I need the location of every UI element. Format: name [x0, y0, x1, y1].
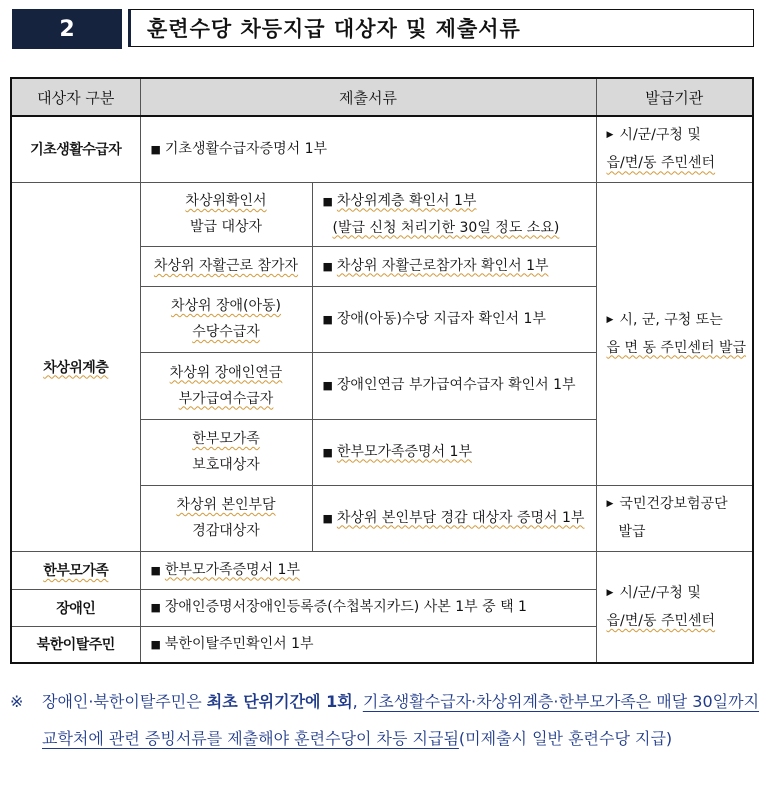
- column-header: 발급기관: [596, 78, 753, 116]
- subcategory-cell: 차상위 장애인연금 부가급여수급자: [140, 352, 312, 419]
- category-cell: 기초생활수급자: [11, 116, 140, 182]
- subcategory-cell: 한부모가족 보호대상자: [140, 419, 312, 485]
- section-header: [10, 8, 756, 50]
- document-cell: ■ 북한이탈주민확인서 1부: [140, 626, 596, 663]
- issuer-cell: ▶ 시/군/구청 및 읍/면/동 주민센터: [596, 116, 753, 182]
- subcategory-cell: 차상위 자활근로 참가자: [140, 246, 312, 286]
- subcategory-cell: 차상위 장애(아동) 수당수급자: [140, 286, 312, 352]
- triangle-bullet-icon: ▶: [606, 587, 614, 598]
- document-cell: ■ 장애(아동)수당 지급자 확인서 1부: [312, 286, 596, 352]
- column-header: 제출서류: [140, 78, 596, 116]
- category-cell: 차상위계층: [11, 182, 140, 551]
- document-cell: ■ 장애인증명서장애인등록증(수첩복지카드) 사본 1부 중 택 1: [140, 589, 596, 626]
- bullet-square-icon: ■: [150, 563, 161, 577]
- document-cell: ■ 차상위계층 확인서 1부 (발급 신청 처리기한 30일 정도 소요): [312, 182, 596, 246]
- note-emphasis: 최초 단위기간에 1회: [206, 692, 353, 711]
- section-number: 2: [12, 9, 122, 49]
- subcategory-cell: 차상위 본인부담 경감대상자: [140, 485, 312, 551]
- issuer-cell: ▶ 시/군/구청 및 읍/면/동 주민센터: [596, 551, 753, 663]
- bullet-square-icon: ■: [322, 259, 333, 273]
- documents-table: [10, 77, 754, 664]
- category-cell: 장애인: [11, 589, 140, 626]
- document-cell: ■ 차상위 자활근로참가자 확인서 1부: [312, 246, 596, 286]
- document-cell: ■ 차상위 본인부담 경감 대상자 증명서 1부: [312, 485, 596, 551]
- note-underlined: 기초생활수급자·차상위계층·한부모가족은 매달 30일까지 교학처에 관련 증빙서류를 제출해야 훈련수당이 차등 지급됨: [42, 692, 760, 748]
- issuer-cell: ▶ 시, 군, 구청 또는 읍 면 동 주민센터 발급: [596, 182, 753, 485]
- bullet-square-icon: ■: [150, 142, 161, 156]
- bullet-square-icon: ■: [322, 312, 333, 326]
- table-header-row: [11, 78, 753, 116]
- issuer-cell: ▶ 국민건강보험공단 발급: [596, 485, 753, 551]
- category-cell: 한부모가족: [11, 551, 140, 589]
- table-row: [11, 116, 753, 182]
- section-title: 훈련수당 차등지급 대상자 및 제출서류: [128, 9, 754, 47]
- document-cell: ■ 장애인연금 부가급여수급자 확인서 1부: [312, 352, 596, 419]
- document-cell: ■ 한부모가족증명서 1부: [312, 419, 596, 485]
- column-header: 대상자 구분: [11, 78, 140, 116]
- subcategory-cell: 차상위확인서 발급 대상자: [140, 182, 312, 246]
- triangle-bullet-icon: ▶: [606, 499, 614, 509]
- document-cell: ■ 기초생활수급자증명서 1부: [140, 116, 596, 182]
- triangle-bullet-icon: ▶: [606, 130, 614, 141]
- triangle-bullet-icon: ▶: [606, 314, 614, 325]
- bullet-square-icon: ■: [150, 637, 161, 651]
- bullet-square-icon: ■: [150, 601, 161, 614]
- table-row: [11, 551, 753, 589]
- bullet-square-icon: ■: [322, 379, 333, 392]
- document-cell: ■ 한부모가족증명서 1부: [140, 551, 596, 589]
- category-cell: 북한이탈주민: [11, 626, 140, 663]
- table-row: [11, 182, 753, 246]
- footnote: ※ 장애인·북한이탈주민은 최초 단위기간에 1회, 기초생활수급자·차상위계층·한부모가족은 매달 30일까지 교학처에 관련 증빙서류를 제출해야 훈련수당이 차등 지급됨(미제출시 일반 훈련수당 지급): [10, 683, 760, 757]
- note-mark: ※: [10, 692, 24, 711]
- bullet-square-icon: ■: [322, 511, 333, 525]
- bullet-square-icon: ■: [322, 445, 333, 459]
- bullet-square-icon: ■: [322, 194, 333, 208]
